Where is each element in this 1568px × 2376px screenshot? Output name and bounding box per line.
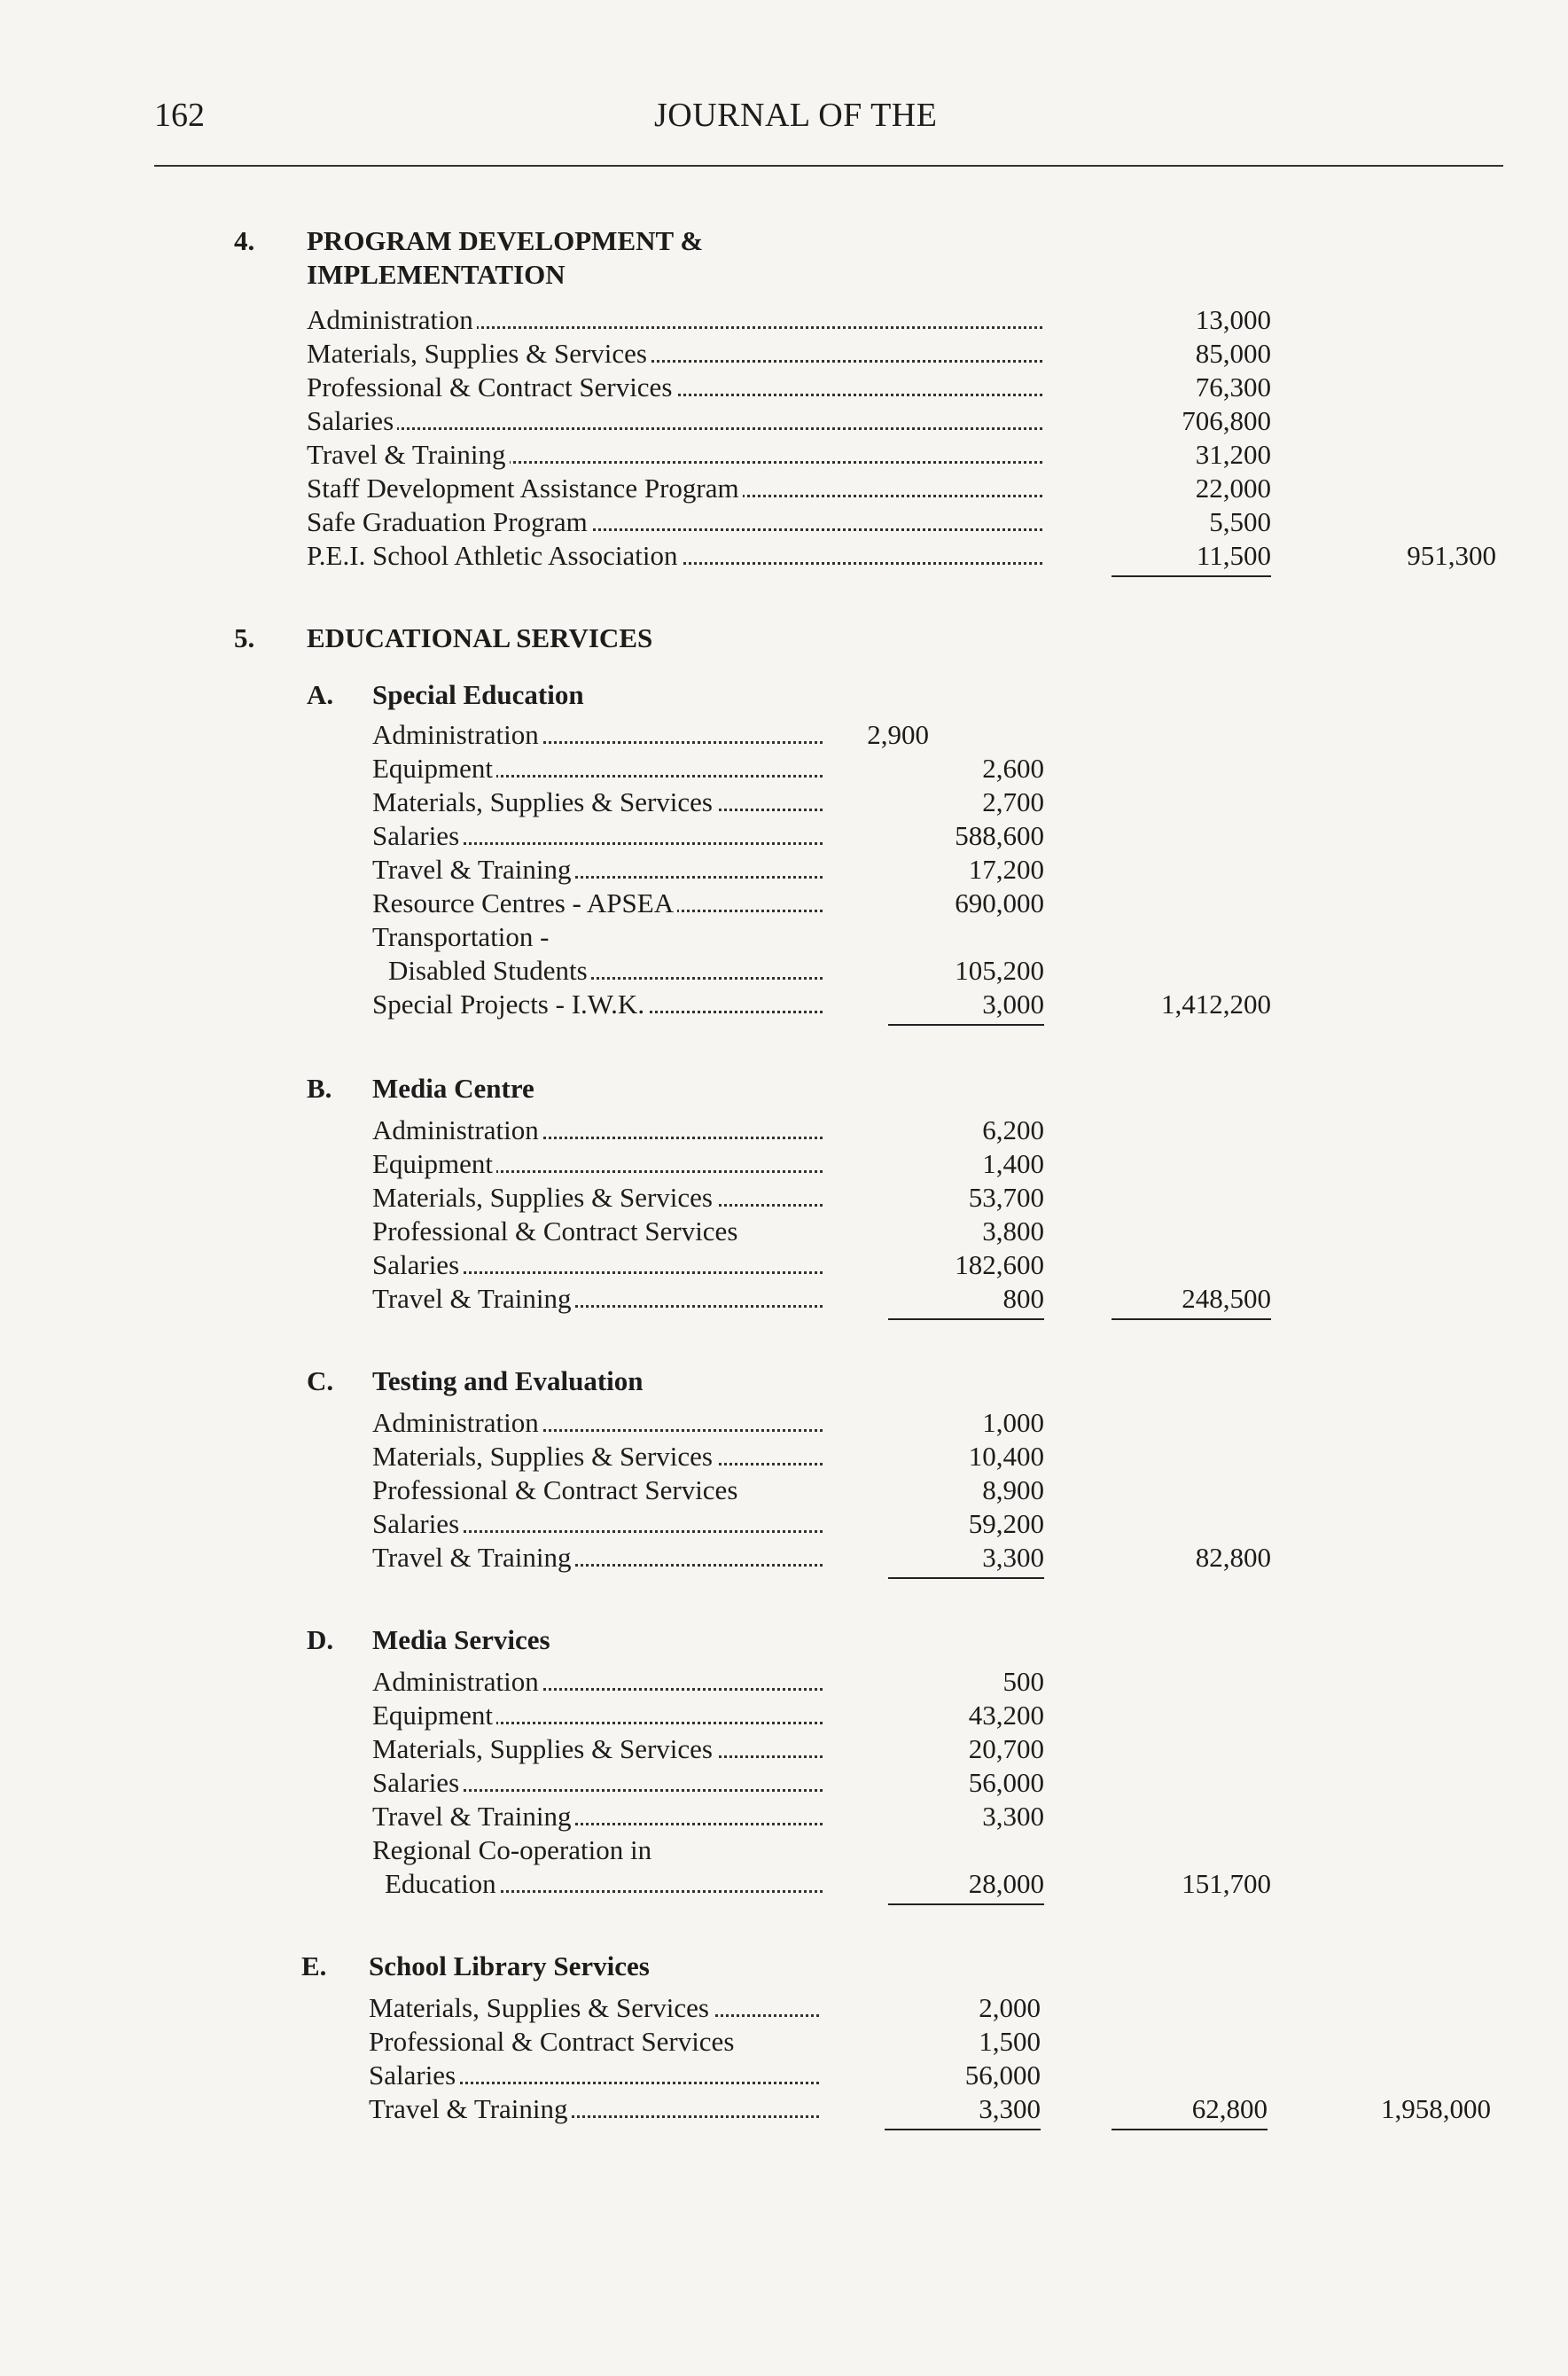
- page-header: [154, 96, 1503, 140]
- subsection-total: 248,500: [1182, 1283, 1271, 1314]
- list-item: [372, 1507, 1046, 1541]
- list-item: [388, 954, 1046, 988]
- section-title-line2: IMPLEMENTATION: [307, 259, 566, 290]
- item-label: Travel & Training: [372, 1542, 575, 1573]
- item-amount: 2,900: [867, 719, 929, 750]
- item-amount: 706,800: [1182, 405, 1271, 436]
- list-item: [307, 505, 1271, 539]
- item-label: Travel & Training: [372, 1801, 575, 1832]
- item-amount: 17,200: [968, 854, 1044, 885]
- item-amount: 22,000: [1195, 473, 1271, 504]
- list-item: [372, 853, 1046, 887]
- item-label: P.E.I. School Athletic Association: [307, 540, 682, 571]
- section-number: 4.: [234, 225, 255, 256]
- list-item: [372, 1181, 1046, 1215]
- item-amount: 1,000: [982, 1407, 1044, 1438]
- item-amount: 85,000: [1195, 338, 1271, 369]
- list-item: [307, 539, 1271, 573]
- item-label: Administration: [372, 1114, 542, 1145]
- item-amount: 10,400: [968, 1441, 1044, 1472]
- item-label: Administration: [372, 1666, 542, 1697]
- item-label: Equipment: [372, 1700, 496, 1731]
- item-label: Materials, Supplies & Services: [372, 786, 716, 817]
- list-item: [369, 2059, 1042, 2092]
- list-item: [372, 1282, 1046, 1316]
- section-title: EDUCATIONAL SERVICES: [307, 622, 653, 653]
- header-rule: [154, 165, 1503, 167]
- subsection-title: Special Education: [372, 679, 584, 710]
- list-item: [372, 1732, 1046, 1766]
- item-label: Safe Graduation Program: [307, 506, 591, 537]
- item-label: Materials, Supplies & Services: [372, 1733, 716, 1764]
- list-item: [372, 1114, 1046, 1147]
- list-item: [372, 920, 1046, 954]
- list-item: [385, 1867, 1046, 1901]
- subsection-total: 82,800: [1195, 1542, 1271, 1573]
- item-amount: 800: [1002, 1283, 1044, 1314]
- item-amount: 690,000: [955, 887, 1044, 918]
- item-label: Salaries: [372, 1767, 463, 1798]
- item-label: Professional & Contract Services: [372, 1215, 741, 1247]
- subsection-title: Media Centre: [372, 1073, 534, 1104]
- item-label: Staff Development Assistance Program: [307, 473, 743, 504]
- subsection-letter: E.: [301, 1950, 327, 1981]
- item-amount: 31,200: [1195, 439, 1271, 470]
- subsection-letter: C.: [307, 1365, 334, 1396]
- item-label: Administration: [307, 304, 477, 335]
- list-item: [372, 1473, 1046, 1507]
- subsection-title: School Library Services: [369, 1950, 650, 1981]
- subsection-title: Testing and Evaluation: [372, 1365, 644, 1396]
- item-amount: 1,500: [979, 2026, 1041, 2057]
- running-title: JOURNAL OF THE: [654, 97, 938, 134]
- item-amount: 182,600: [955, 1249, 1044, 1280]
- list-item: [307, 303, 1271, 337]
- item-amount: 6,200: [982, 1114, 1044, 1145]
- section-total: 1,958,000: [1381, 2093, 1491, 2124]
- item-label: Regional Co-operation in: [372, 1834, 655, 1865]
- item-label: Travel & Training: [307, 439, 510, 470]
- item-amount: 3,800: [982, 1215, 1044, 1247]
- list-item: [369, 1991, 1042, 2025]
- item-label: Professional & Contract Services: [307, 371, 675, 403]
- item-amount: 56,000: [968, 1767, 1044, 1798]
- subtotal-rule: [888, 1903, 1044, 1905]
- item-label: Special Projects - I.W.K.: [372, 989, 648, 1020]
- item-amount: 8,900: [982, 1474, 1044, 1505]
- item-amount: 2,600: [982, 753, 1044, 784]
- item-amount: 500: [1002, 1666, 1044, 1697]
- item-label: Salaries: [307, 405, 397, 436]
- item-label: Travel & Training: [372, 1283, 575, 1314]
- item-amount: 105,200: [955, 955, 1044, 986]
- subtotal-rule: [1112, 2129, 1268, 2130]
- item-amount: 53,700: [968, 1182, 1044, 1213]
- item-label: Salaries: [369, 2059, 459, 2091]
- item-label: Materials, Supplies & Services: [369, 1992, 713, 2023]
- subtotal-rule: [888, 1024, 1044, 1026]
- subsection-letter: B.: [307, 1073, 332, 1104]
- list-item: [372, 1248, 1046, 1282]
- item-label: Travel & Training: [372, 854, 575, 885]
- item-label: Transportation -: [372, 921, 553, 952]
- list-item: [372, 1800, 1046, 1833]
- subsection-total: 151,700: [1182, 1868, 1271, 1899]
- subsection-total: 1,412,200: [1161, 989, 1271, 1020]
- item-label: Materials, Supplies & Services: [372, 1441, 716, 1472]
- item-label: Salaries: [372, 1508, 463, 1539]
- item-amount: 28,000: [968, 1868, 1044, 1899]
- page-number: 162: [154, 97, 205, 134]
- list-item: [372, 1147, 1046, 1181]
- list-item: [372, 1541, 1046, 1575]
- item-amount: 43,200: [968, 1700, 1044, 1731]
- item-amount: 11,500: [1196, 540, 1271, 571]
- item-amount: 13,000: [1195, 304, 1271, 335]
- list-item: [372, 752, 1046, 785]
- subsection-letter: A.: [307, 679, 334, 710]
- item-label: Materials, Supplies & Services: [307, 338, 651, 369]
- item-amount: 3,300: [982, 1801, 1044, 1832]
- list-item: [369, 2025, 1042, 2059]
- section-number: 5.: [234, 622, 255, 653]
- subtotal-rule: [1112, 575, 1271, 577]
- item-label: Education: [385, 1868, 500, 1899]
- item-label: Materials, Supplies & Services: [372, 1182, 716, 1213]
- item-label: Professional & Contract Services: [369, 2026, 737, 2057]
- list-item: [372, 718, 1046, 752]
- list-item: [372, 1699, 1046, 1732]
- list-item: [307, 337, 1271, 371]
- item-amount: 2,000: [979, 1992, 1041, 2023]
- list-item: [372, 1440, 1046, 1473]
- subsection-total: 62,800: [1191, 2093, 1268, 2124]
- item-amount: 2,700: [982, 786, 1044, 817]
- section-total: 951,300: [1407, 540, 1496, 571]
- item-label: Salaries: [372, 820, 463, 851]
- item-amount: 3,300: [982, 1542, 1044, 1573]
- item-label: Equipment: [372, 753, 496, 784]
- item-amount: 76,300: [1195, 371, 1271, 403]
- list-item: [372, 1665, 1046, 1699]
- item-amount: 5,500: [1209, 506, 1271, 537]
- list-item: [369, 2092, 1042, 2126]
- subsection-title: Media Services: [372, 1624, 550, 1655]
- section-title: PROGRAM DEVELOPMENT &: [307, 225, 704, 256]
- item-amount: 3,300: [979, 2093, 1041, 2124]
- item-label: Professional & Contract Services: [372, 1474, 741, 1505]
- subtotal-rule: [1112, 1318, 1271, 1320]
- list-item: [307, 371, 1271, 404]
- list-item: [372, 1215, 1046, 1248]
- item-label: Disabled Students: [388, 955, 591, 986]
- list-item: [372, 887, 1046, 920]
- item-label: Resource Centres - APSEA: [372, 887, 677, 918]
- item-amount: 20,700: [968, 1733, 1044, 1764]
- subsection-letter: D.: [307, 1624, 334, 1655]
- item-label: Administration: [372, 719, 542, 750]
- list-item: [372, 785, 1046, 819]
- list-item: [307, 472, 1271, 505]
- subtotal-rule: [888, 1577, 1044, 1579]
- item-amount: 3,000: [982, 989, 1044, 1020]
- list-item: [307, 404, 1271, 438]
- list-item: [372, 1833, 1046, 1867]
- list-item: [307, 438, 1271, 472]
- item-amount: 56,000: [964, 2059, 1041, 2091]
- list-item: [372, 1406, 1046, 1440]
- item-label: Administration: [372, 1407, 542, 1438]
- list-item: [372, 988, 1046, 1021]
- item-label: Salaries: [372, 1249, 463, 1280]
- subtotal-rule: [885, 2129, 1041, 2130]
- item-amount: 59,200: [968, 1508, 1044, 1539]
- item-amount: 1,400: [982, 1148, 1044, 1179]
- item-label: Travel & Training: [369, 2093, 572, 2124]
- list-item: [372, 1766, 1046, 1800]
- list-item: [372, 819, 1046, 853]
- subtotal-rule: [888, 1318, 1044, 1320]
- item-label: Equipment: [372, 1148, 496, 1179]
- item-amount: 588,600: [955, 820, 1044, 851]
